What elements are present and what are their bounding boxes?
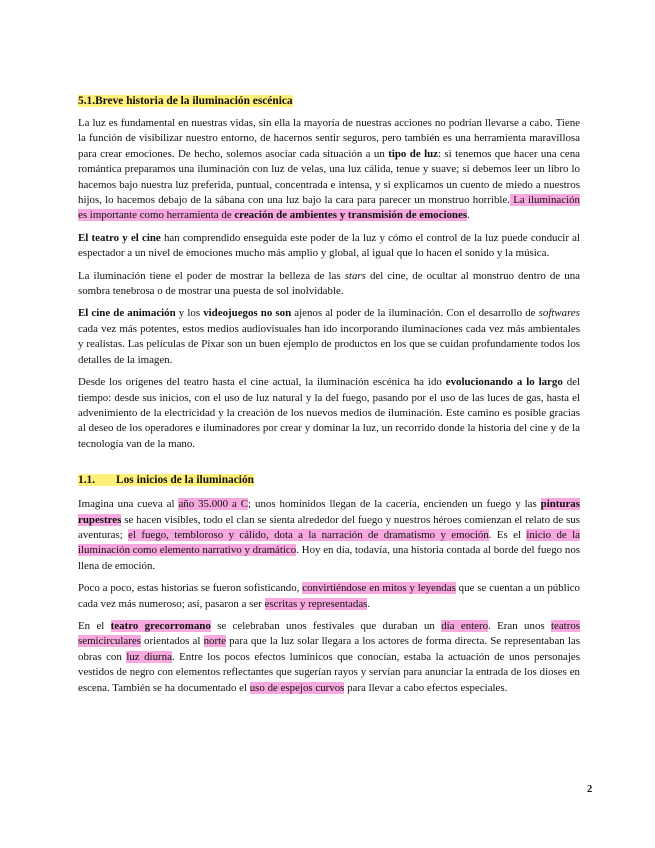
text-run: : si tenemos que hacer una cena romántica preparamos una iluminación con luz de velas, una luz cálida, tenue y suave; si debemos leer un libro lo hacemos bajo nuestra luz preferida, puntual, concentrada e intensa, y si explicamos un cuento de miedo a nuestros hijos, lo hacemos debajo de la sábana con una luz bajo la cara para parecer un monstruo horrible. — [78, 147, 580, 207]
text-run: han comprendido enseguida este poder de la luz y cómo el control de la luz puede conducir al espectador a un nivel de emociones mucho más amplio y global, al igual que lo hacen el sonido y la música. — [78, 231, 581, 260]
highlight-pink: día entero — [441, 619, 489, 632]
subsection-number: 1.1. — [78, 474, 96, 487]
highlight-pink: convirtiéndose en mitos y leyendas — [302, 582, 456, 595]
text-run: ajenos al poder de la iluminación. Con el desarrollo de — [291, 307, 539, 320]
text-run: ; unos homínidos llegan de la cacería, encienden un fuego y las — [248, 498, 541, 511]
text-run: Desde los orígenes del teatro hasta el cine actual, la iluminación escénica ha ido — [78, 376, 446, 389]
section-heading — [78, 93, 580, 109]
text-run: . Hoy en día, todavía, una historia contada al borde del fuego nos llena de emoción. — [78, 544, 581, 572]
text-run: cada vez más potentes, estos medios audiovisuales han ido incorporando iluminaciones cada vez más ambientales y realistas. Las películas de Pixar son un buen ejemplo de productos en los que se cuidan profundamente todos los detalles de la imagen. — [78, 322, 580, 366]
italic-word: stars — [344, 269, 366, 282]
paragraph-cave — [78, 497, 580, 574]
highlight-pink: norte — [203, 635, 226, 648]
text-run: La iluminación es importante como herramienta de — [78, 194, 580, 222]
text-run: y los — [175, 307, 204, 320]
page-content — [78, 93, 580, 703]
highlight-pink: el fuego, tembloroso y cálido, dota a la narración de dramatismo y emoción — [128, 528, 489, 541]
text-run: del tiempo: desde sus inicios, con el uso de luz natural y la del fuego, pasando por el uso de las luces de gas, hasta el advenimiento de la electricidad y la creación de los nuevos medios de iluminación. Este camino es posible gracias al deseo de los operadores e iluminadores por crear y dominar la luz, un recorrido donde la historia del cine y de la tecnología van de la mano. — [78, 376, 580, 450]
text-run: para que la luz solar llegara a los actores de forma directa. Se representaban las obras con — [78, 635, 580, 663]
highlight-pink: teatros semicirculares — [78, 619, 581, 648]
bold-phrase: El cine de animación — [78, 307, 176, 320]
text-run: se celebraban unos festivales que duraban un — [210, 619, 442, 632]
text-run: . Entre los pocos efectos lumínicos que conocían, estaba la actuación de unos personajes vestidos de negro con elementos reflectantes que sugerían rayos y servían para anunciar la entrada de los dioses en escena. También se ha documentado el — [78, 650, 580, 694]
text-run: Poco a poco, estas historias se fueron sofisticando, — [78, 582, 303, 595]
text-run: del cine, de ocultar al monstruo dentro de una sombra tenebrosa o de mostrar una puesta de sol inolvidable. — [78, 269, 580, 298]
paragraph-animation-videogames — [78, 306, 580, 368]
highlight-pink: uso de espejos curvos — [249, 681, 345, 694]
text-run: que se cuentan a un público cada vez más numeroso; así, pasaron a ser — [78, 582, 580, 610]
text-run: En el — [78, 619, 111, 632]
highlight-pink: año 35.000 a C — [178, 498, 249, 511]
highlight-pink: inicio de la iluminación como elemento narrativo y dramático — [78, 528, 580, 557]
text-run: . — [467, 209, 470, 222]
italic-word: softwares — [538, 307, 580, 320]
bold-phrase: videojuegos no son — [203, 307, 292, 320]
text-run: para llevar a cabo efectos especiales. — [344, 681, 508, 694]
paragraph-greco-roman-theatre — [78, 619, 580, 696]
paragraph-light-intro — [78, 116, 580, 224]
text-run: se hacen visibles, todo el clan se sienta alrededor del fuego y nuestros héroes comienzan el relato de sus aventuras; — [78, 513, 580, 541]
highlight-pink-bold: teatro grecorromano — [110, 619, 211, 632]
highlight-pink: luz diurna — [126, 650, 172, 663]
subsection-heading-highlight — [78, 474, 254, 486]
page-number: 2 — [587, 784, 593, 795]
bold-phrase: El teatro y el cine — [78, 231, 161, 244]
text-run: La iluminación tiene el poder de mostrar la belleza de las — [78, 269, 345, 282]
paragraph-beauty-of-stars — [78, 269, 580, 300]
text-run: La luz es fundamental en nuestras vidas, sin ella la mayoría de nuestras acciones no podrían llevarse a cabo. Tiene la función de visibilizar nuestro entorno, de hacernos sentir seguros, pero también es una herramienta maravillosa para crear emociones. De hecho, solemos asociar cada situación a un — [78, 117, 580, 160]
text-run: . Es el — [488, 528, 527, 541]
paragraph-myths-legends — [78, 581, 580, 612]
bold-phrase: evolucionando a lo largo — [445, 376, 563, 389]
text-run: . — [367, 597, 371, 610]
text-run: orientados al — [140, 635, 204, 648]
highlight-pink-bold: pinturas rupestres — [78, 498, 580, 526]
subsection-title: Los inicios de la iluminación — [116, 474, 254, 487]
bold-phrase: creación de ambientes y transmisión de emociones — [234, 209, 468, 222]
paragraph-evolution — [78, 375, 580, 452]
section-heading-text: 5.1.Breve historia de la iluminación escénica — [78, 95, 293, 107]
text-run: Imagina una cueva al — [78, 498, 179, 511]
bold-phrase: tipo de luz — [388, 147, 438, 160]
text-run: . Eran unos — [488, 619, 551, 632]
paragraph-theatre-cinema — [78, 231, 580, 262]
subsection-heading — [78, 472, 580, 488]
highlight-pink: escritas y representadas — [264, 597, 368, 610]
